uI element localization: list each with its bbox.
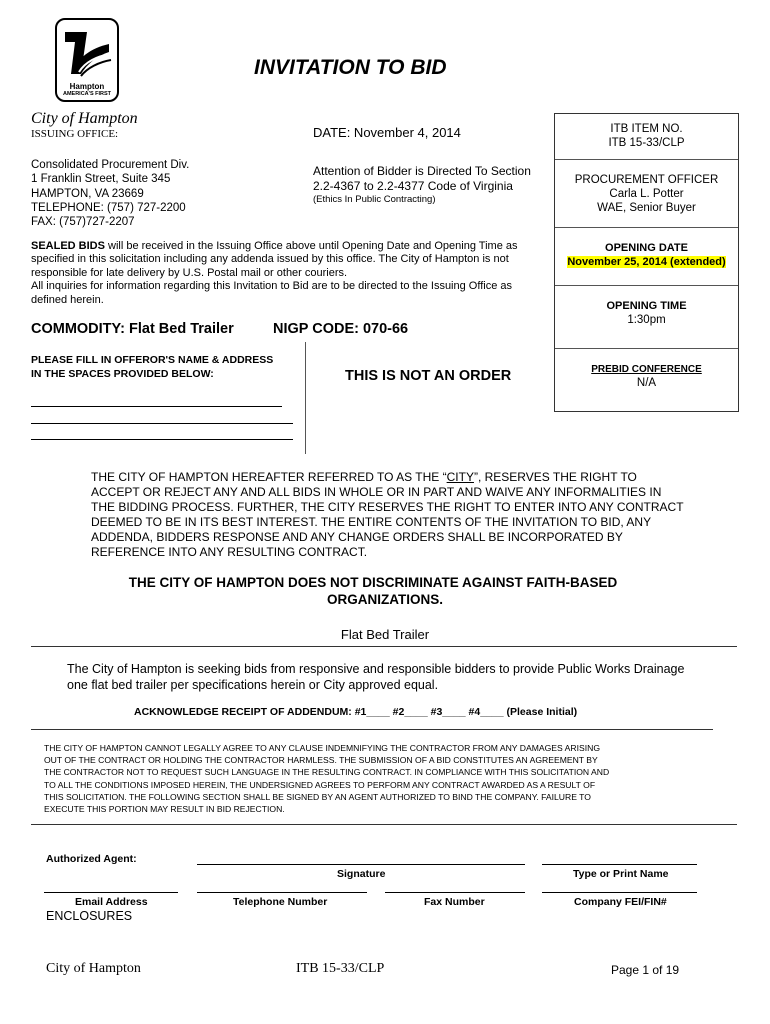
reserve-line: DEEMED TO BE IN ITS BEST INTEREST. THE ENTIRE CONTENTS OF THE INVITATION TO BID, ANY — [91, 515, 652, 529]
opening-date-label: OPENING DATE — [605, 242, 688, 254]
divider — [555, 227, 738, 228]
attention-note — [313, 164, 531, 206]
fax-field[interactable] — [385, 892, 525, 893]
signature-label: Signature — [337, 868, 386, 880]
opening-time-label: OPENING TIME — [606, 300, 687, 312]
fax-label: Fax Number — [424, 896, 485, 908]
sealed-line: defined herein. — [31, 293, 104, 306]
reserve-text: ”, RESERVES THE RIGHT TO — [473, 470, 637, 484]
footer-city: City of Hampton — [46, 961, 141, 976]
footer-itb-number: ITB 15-33/CLP — [296, 961, 385, 976]
legal-line: THE CONTRACTOR NOT TO REQUEST SUCH LANGUAGE IN THE RESULTING CONTRACT. IN COMPLIANCE WITH THIS SOLICITATION AND — [44, 767, 610, 778]
issuing-office-label: ISSUING OFFICE: — [31, 128, 119, 140]
opening-time-value: 1:30pm — [627, 314, 666, 326]
solicitation-subject: Flat Bed Trailer — [340, 627, 430, 642]
sealed-line: All inquiries for information regarding this Invitation to Bid are to be directed to the Issuing Office as — [31, 280, 512, 293]
sealed-line: responsible for late delivery by U.S. Postal mail or other couriers. — [31, 266, 348, 279]
reserve-line: ACCEPT OR REJECT ANY AND ALL BIDS IN WHOLE OR IN PART AND WAIVE ANY INFORMALITIES IN — [91, 485, 662, 499]
discrim-line: THE CITY OF HAMPTON DOES NOT DISCRIMINATE AGAINST FAITH-BASED — [128, 575, 618, 590]
address-line: TELEPHONE: (757) 727-2200 — [31, 201, 186, 214]
fein-label: Company FEI/FIN# — [574, 896, 667, 908]
nigp-code: NIGP CODE: 070-66 — [273, 321, 409, 337]
bid-info-panel — [554, 113, 739, 412]
page-number: Page 1 of 19 — [611, 963, 680, 977]
reserve-line: ADDENDA, BIDDERS RESPONSE AND ANY CHANGE ORDERS SHALL BE INCORPORATED BY — [91, 530, 623, 544]
offeror-address-field[interactable] — [31, 423, 293, 424]
opening-date-value — [555, 255, 738, 269]
itb-item-number: ITB 15-33/CLP — [608, 137, 685, 149]
subject-rule — [31, 646, 737, 647]
printed-name-field[interactable] — [542, 864, 697, 865]
divider — [555, 348, 738, 349]
prebid-conference-label: PREBID CONFERENCE — [591, 364, 702, 375]
commodity-heading: COMMODITY: Flat Bed Trailer — [31, 321, 234, 337]
telephone-field[interactable] — [197, 892, 367, 893]
fein-field[interactable] — [542, 892, 697, 893]
offeror-address-field[interactable] — [31, 439, 293, 440]
sealed-text: will be received in the Issuing Office above until Opening Date and Opening Time as — [104, 240, 518, 252]
document-title: INVITATION TO BID — [254, 56, 447, 79]
reserve-line: REFERENCE INTO ANY RESULTING CONTRACT. — [91, 545, 368, 559]
addendum-acknowledgement[interactable]: ACKNOWLEDGE RECEIPT OF ADDENDUM: #1____ #2____ #3____ #4____ (Please Initial) — [134, 706, 578, 718]
offeror-name-field[interactable] — [31, 406, 282, 407]
issuer-city: City of Hampton — [31, 110, 138, 127]
legal-line: TO ALL THE CONDITIONS IMPOSED HEREIN, THE UNDERSIGNED AGREES TO PERFORM ANY CONTRACT AWARDED AS A RESULT OF — [44, 779, 596, 790]
divider — [555, 159, 738, 160]
address-line: HAMPTON, VA 23669 — [31, 187, 144, 200]
sealed-bids-lead: SEALED BIDS — [31, 240, 105, 252]
enclosures-label: ENCLOSURES — [46, 909, 133, 923]
offeror-line: IN THE SPACES PROVIDED BELOW: — [31, 367, 214, 380]
scope-line: The City of Hampton is seeking bids from responsive and responsible bidders to provide Public Works Drainage — [67, 662, 685, 676]
acknowledgement-rule — [31, 729, 713, 730]
issue-date: DATE: November 4, 2014 — [313, 125, 461, 140]
legal-line: THE CITY OF HAMPTON CANNOT LEGALLY AGREE TO ANY CLAUSE INDEMNIFYING THE CONTRACTOR FROM ANY DAMAGES ARISING — [44, 743, 601, 753]
signature-field[interactable] — [197, 864, 525, 865]
discrim-line: ORGANIZATIONS. — [327, 592, 443, 607]
address-line: Consolidated Procurement Div. — [31, 159, 190, 171]
opening-date-highlight: November 25, 2014 (extended) — [567, 256, 726, 268]
hampton-logo-icon — [57, 22, 117, 82]
email-field[interactable] — [44, 892, 178, 893]
printed-name-label: Type or Print Name — [573, 868, 669, 880]
reserve-city-term: CITY — [446, 470, 474, 484]
logo-text-tagline: AMERICA'S FIRST — [62, 91, 112, 97]
nondiscrimination-statement — [0, 574, 770, 608]
address-line: FAX: (757)727-2207 — [31, 216, 135, 229]
reserve-text: THE CITY OF HAMPTON HEREAFTER REFERRED TO AS THE “ — [91, 470, 447, 484]
sealed-line — [31, 240, 546, 253]
logo-text-hampton: Hampton — [69, 82, 105, 91]
scope-line: one flat bed trailer per specifications herein or City approved equal. — [67, 678, 439, 692]
procurement-officer-name: Carla L. Potter — [609, 188, 684, 200]
address-line: 1 Franklin Street, Suite 345 — [31, 173, 171, 186]
issuer-address — [31, 158, 189, 229]
telephone-label: Telephone Number — [233, 896, 328, 908]
offeror-instructions — [31, 354, 273, 381]
not-an-order-notice: THIS IS NOT AN ORDER — [345, 368, 512, 384]
legal-line: EXECUTE THIS PORTION MAY RESULT IN BID REJECTION. — [44, 804, 285, 815]
offeror-line: PLEASE FILL IN OFFEROR'S NAME & ADDRESS — [31, 354, 274, 366]
city-logo — [55, 18, 119, 102]
prebid-conference-value: N/A — [636, 377, 657, 389]
attention-line: Attention of Bidder is Directed To Section — [313, 164, 531, 178]
authorized-agent-label: Authorized Agent: — [46, 853, 137, 865]
divider — [555, 285, 738, 286]
attention-line-ethics: (Ethics In Public Contracting) — [313, 194, 436, 205]
legal-line: OUT OF THE CONTRACT OR HOLDING THE CONTRACTOR HARMLESS. THE SUBMISSION OF A BID CONSTITUTES AN AGREEMENT BY — [44, 755, 598, 766]
reserve-line: THE BIDDING PROCESS. FURTHER, THE CITY RESERVES THE RIGHT TO ENTER INTO ANY CONTRACT — [91, 500, 684, 514]
legal-line: THIS SOLICITATION. THE FOLLOWING SECTION SHALL BE SIGNED BY AN AGENT AUTHORIZED TO BIND THE COMPANY. FAILURE TO — [44, 791, 591, 802]
sealed-line: specified in this solicitation including any addenda issued by this office. The City of Hampton is not — [31, 253, 509, 266]
reserve-line — [91, 470, 731, 485]
procurement-officer-title: WAE, Senior Buyer — [597, 202, 696, 214]
sealed-bids-paragraph — [31, 240, 546, 307]
reservation-paragraph — [91, 470, 731, 560]
offeror-divider — [305, 342, 306, 454]
itb-item-label: ITB ITEM NO. — [610, 123, 683, 135]
attention-line: 2.2-4367 to 2.2-4377 Code of Virginia — [313, 179, 513, 193]
email-label: Email Address — [75, 896, 148, 908]
legal-rule — [31, 824, 737, 825]
legal-disclaimer — [44, 742, 734, 815]
procurement-officer-label: PROCUREMENT OFFICER — [574, 174, 719, 186]
scope-paragraph — [67, 661, 684, 693]
